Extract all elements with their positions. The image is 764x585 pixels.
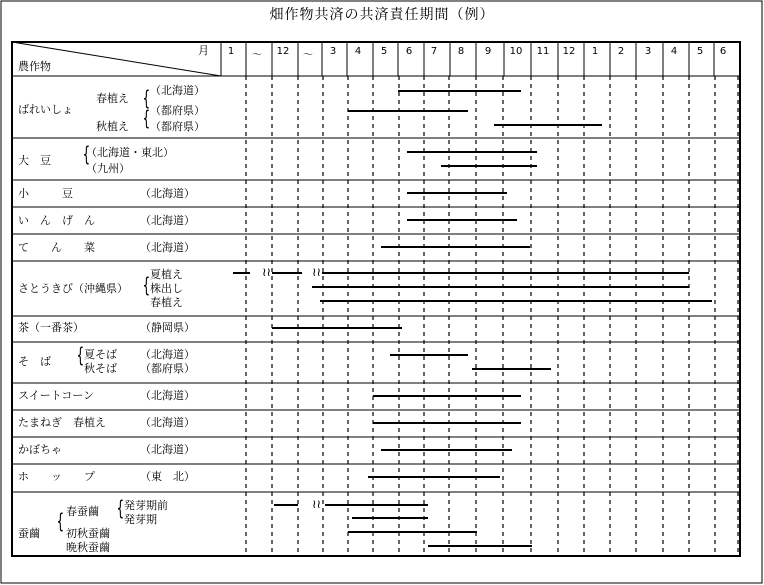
soba-autumn: 秋そば — [84, 362, 117, 375]
potato-autumn: 秋植え — [96, 120, 129, 133]
crop-silkworm: 蚕繭 — [18, 527, 40, 540]
header-month-label: 月 — [198, 44, 209, 57]
brace-icon: { — [56, 509, 65, 533]
silkworm-bud: 発芽期 — [124, 513, 157, 526]
sugarcane-summer: 夏植え — [150, 268, 183, 281]
crop-sweetcorn: スイートコーン — [18, 389, 95, 402]
month-header: 3 — [329, 46, 337, 57]
crop-tensai: て ん 菜 — [18, 241, 95, 254]
month-header: 7 — [430, 46, 438, 57]
break-mark-icon: ≀≀ — [312, 265, 321, 279]
crop-potato: ばれいしょ — [18, 103, 73, 116]
month-header: 4 — [670, 46, 678, 57]
month-header: 3 — [644, 46, 652, 57]
crop-sugarcane: さとうきび（沖縄県） — [18, 282, 128, 295]
month-header: 10 — [509, 46, 523, 57]
soy-region-2: （九州） — [86, 162, 130, 175]
page-title: 畑作物共済の共済責任期間（例） — [269, 7, 495, 23]
soba-region-2: （都府県） — [140, 362, 195, 375]
month-header: 6 — [405, 46, 413, 57]
month-header: 1 — [227, 46, 235, 57]
month-header: 1 — [591, 46, 599, 57]
break-mark-icon: ≀≀ — [262, 265, 271, 279]
crop-hop: ホ ッ プ — [18, 470, 95, 483]
pumpkin-region: （北海道） — [140, 443, 195, 456]
month-header: 6 — [719, 46, 727, 57]
month-header: ～ — [303, 50, 313, 61]
crop-soba: そ ば — [18, 355, 51, 368]
potato-pref-a: （都府県） — [150, 104, 205, 117]
brace-icon: { — [116, 496, 125, 520]
brace-icon: { — [142, 273, 151, 297]
month-header: 12 — [276, 46, 290, 57]
crop-ingen: い ん げ ん — [18, 214, 95, 227]
month-header: 5 — [696, 46, 704, 57]
onion-region: （北海道） — [140, 416, 195, 429]
potato-hokkaido: （北海道） — [150, 84, 205, 97]
brace-icon: { — [76, 343, 85, 367]
month-header: 12 — [562, 46, 576, 57]
tea-region: （静岡県） — [140, 321, 195, 334]
crop-azuki: 小 豆 — [18, 187, 73, 200]
potato-spring: 春植え — [96, 92, 129, 105]
break-mark-icon: ≀≀ — [312, 497, 321, 511]
crop-soy: 大 豆 — [18, 154, 51, 167]
sugarcane-ratoon: 株出し — [150, 282, 183, 295]
silkworm-early-autumn: 初秋蚕繭 — [66, 527, 110, 540]
brace-icon: { — [142, 106, 151, 130]
brace-icon: { — [142, 86, 151, 110]
month-header: 4 — [354, 46, 362, 57]
hop-region: （東 北） — [140, 470, 195, 483]
silkworm-late-autumn: 晩秋蚕繭 — [66, 541, 110, 554]
silkworm-pre-bud: 発芽期前 — [124, 499, 168, 512]
sugarcane-spring: 春植え — [150, 296, 183, 309]
ingen-region: （北海道） — [140, 214, 195, 227]
sweetcorn-region: （北海道） — [140, 389, 195, 402]
soba-region-1: （北海道） — [140, 348, 195, 361]
month-header: 2 — [617, 46, 625, 57]
brace-icon: { — [82, 142, 91, 166]
crop-tea: 茶（一番茶） — [18, 321, 84, 334]
month-header: 5 — [380, 46, 388, 57]
potato-pref-b: （都府県） — [150, 120, 205, 133]
month-header: 8 — [457, 46, 465, 57]
crop-pumpkin: かぼちゃ — [18, 443, 62, 456]
header-crop-label: 農作物 — [18, 60, 51, 73]
crop-onion: たまねぎ 春植え — [18, 416, 106, 429]
month-header: ～ — [252, 50, 262, 61]
tensai-region: （北海道） — [140, 241, 195, 254]
soba-summer: 夏そば — [84, 348, 117, 361]
month-header: 11 — [536, 46, 550, 57]
month-header: 9 — [484, 46, 492, 57]
silkworm-spring: 春蚕繭 — [66, 505, 99, 518]
soy-region-1: （北海道・東北） — [86, 146, 174, 159]
azuki-region: （北海道） — [140, 187, 195, 200]
